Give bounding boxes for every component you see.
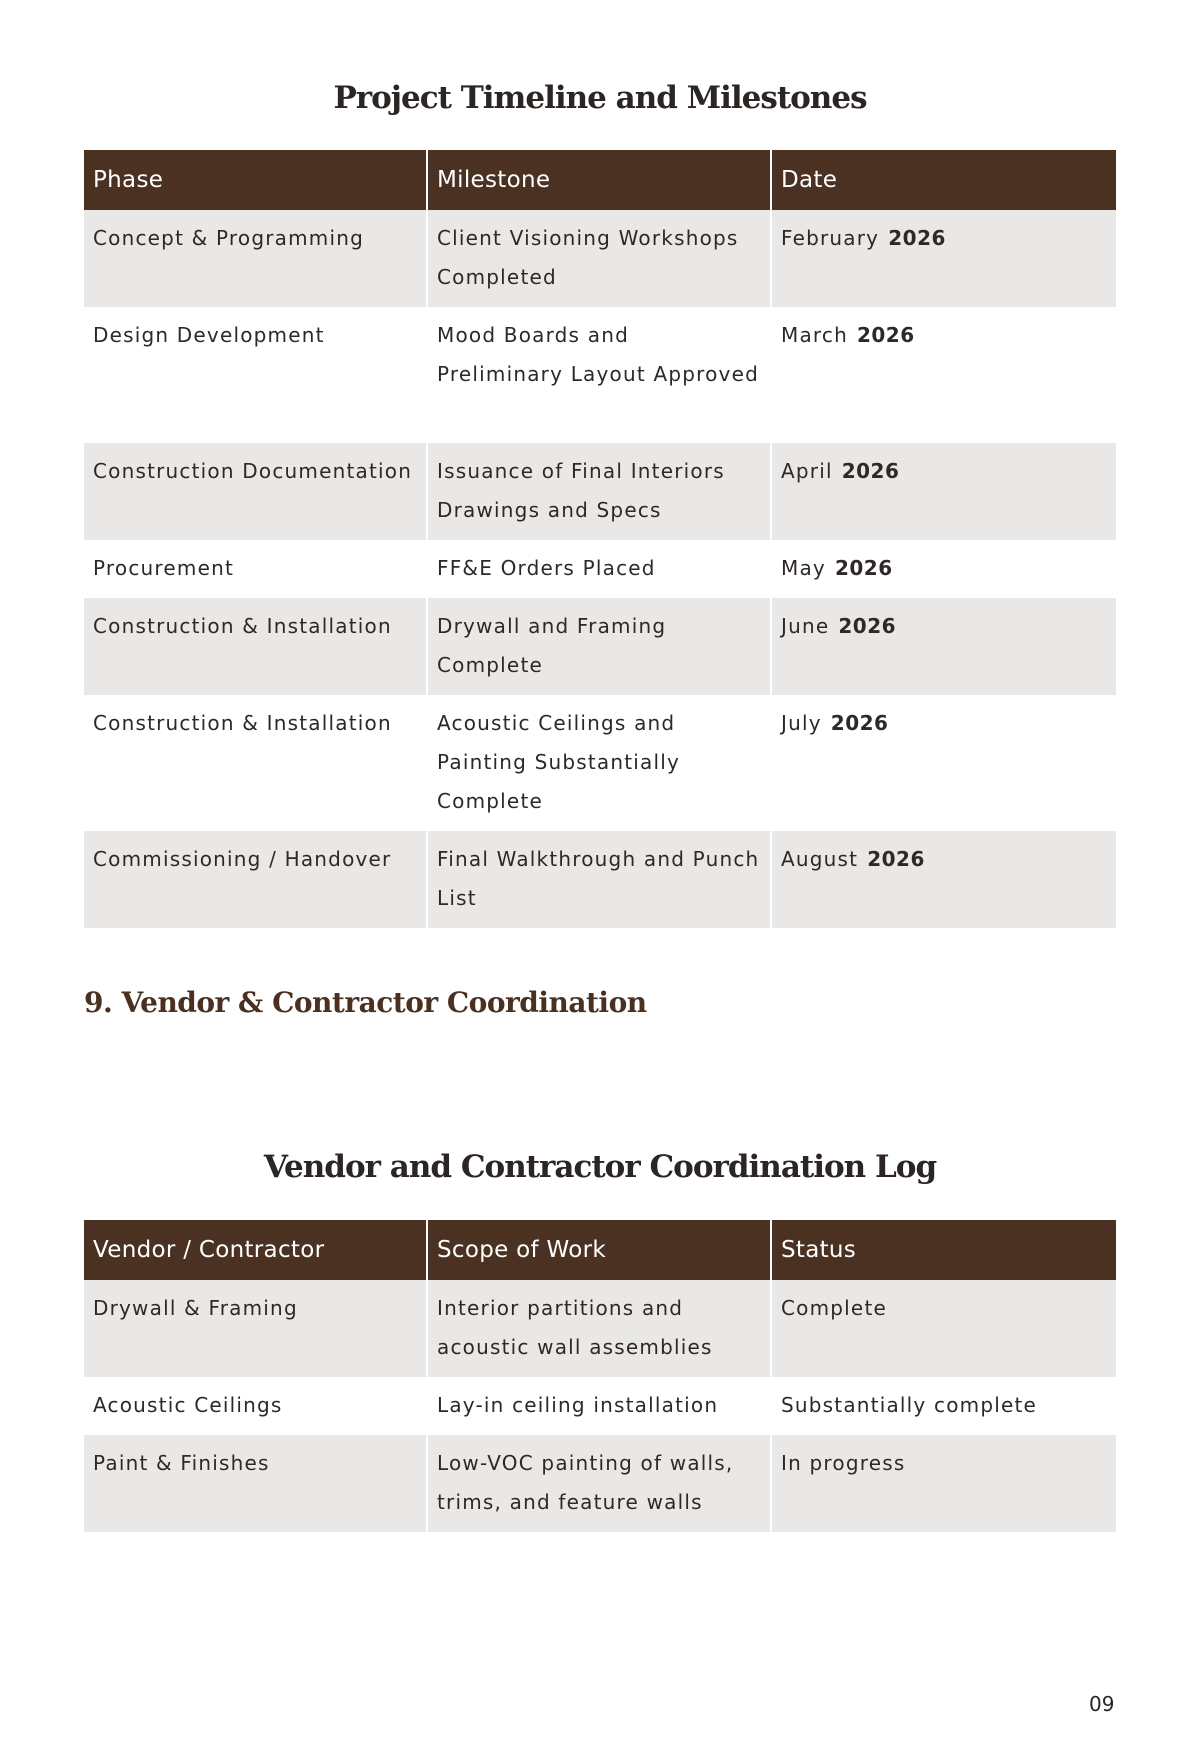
vendor-header-row xyxy=(84,1220,1116,1280)
date-month: July xyxy=(781,711,822,735)
table-row xyxy=(84,210,1116,307)
column-header-phase: Phase xyxy=(84,150,427,210)
table-row xyxy=(84,695,1116,831)
page-number: 09 xyxy=(1089,1692,1115,1716)
timeline-table xyxy=(84,150,1116,928)
status-cell: Substantially complete xyxy=(771,1377,1116,1435)
vendor-cell: Drywall & Framing xyxy=(84,1280,427,1377)
vendor-cell: Acoustic Ceilings xyxy=(93,1393,283,1417)
status-cell: Complete xyxy=(771,1280,1116,1377)
column-header-date: Date xyxy=(771,150,1116,210)
milestone-cell: Mood Boards and Preliminary Layout Approved xyxy=(427,307,771,443)
phase-cell: Construction & Installation xyxy=(84,598,427,695)
phase-cell: Design Development xyxy=(93,323,325,347)
column-header-status: Status xyxy=(771,1220,1116,1280)
vendor-table-title: Vendor and Contractor Coordination Log xyxy=(263,1149,937,1185)
table-row xyxy=(84,1280,1116,1377)
date-cell xyxy=(771,831,1116,928)
date-cell xyxy=(771,540,1116,598)
date-cell xyxy=(771,695,1116,831)
milestone-cell: Acoustic Ceilings and Painting Substantially Complete xyxy=(427,695,771,831)
date-year: 2026 xyxy=(838,614,897,638)
table-row xyxy=(84,598,1116,695)
date-year: 2026 xyxy=(841,459,900,483)
status-cell: In progress xyxy=(771,1435,1116,1532)
date-month: August xyxy=(781,847,859,871)
table-row xyxy=(84,307,1116,443)
date-year: 2026 xyxy=(888,226,946,250)
phase-cell: Commissioning / Handover xyxy=(84,831,427,928)
table-row xyxy=(84,540,1116,598)
section-heading: 9. Vendor & Contractor Coordination xyxy=(84,986,647,1019)
table-row xyxy=(84,831,1116,928)
date-cell xyxy=(771,598,1116,695)
table-row xyxy=(84,443,1116,540)
date-year: 2026 xyxy=(830,711,889,735)
column-header-scope: Scope of Work xyxy=(427,1220,771,1280)
vendor-table xyxy=(84,1220,1116,1532)
date-cell xyxy=(771,210,1116,307)
timeline-table-title: Project Timeline and Milestones xyxy=(333,80,867,116)
date-month: May xyxy=(781,556,826,580)
phase-cell: Construction & Installation xyxy=(93,711,392,735)
timeline-header-row xyxy=(84,150,1116,210)
date-cell xyxy=(771,443,1116,540)
phase-cell: Construction Documentation xyxy=(84,443,427,540)
milestone-cell: Final Walkthrough and Punch List xyxy=(427,831,771,928)
scope-cell: Lay-in ceiling installation xyxy=(427,1377,771,1435)
date-month: March xyxy=(781,323,848,347)
date-month: April xyxy=(781,459,833,483)
date-month: February xyxy=(781,226,880,250)
phase-cell: Concept & Programming xyxy=(84,210,427,307)
vendor-cell: Paint & Finishes xyxy=(84,1435,427,1532)
milestone-cell: Issuance of Final Interiors Drawings and Specs xyxy=(427,443,771,540)
milestone-cell: FF&E Orders Placed xyxy=(427,540,771,598)
scope-cell: Interior partitions and acoustic wall assemblies xyxy=(427,1280,771,1377)
column-header-milestone: Milestone xyxy=(427,150,771,210)
date-year: 2026 xyxy=(834,556,893,580)
milestone-cell: Client Visioning Workshops Completed xyxy=(427,210,771,307)
table-row xyxy=(84,1377,1116,1435)
phase-cell: Procurement xyxy=(93,556,234,580)
date-year: 2026 xyxy=(856,323,915,347)
scope-cell: Low-VOC painting of walls, trims, and feature walls xyxy=(427,1435,771,1532)
table-row xyxy=(84,1435,1116,1532)
date-month: June xyxy=(781,614,830,638)
date-year: 2026 xyxy=(867,847,925,871)
milestone-cell: Drywall and Framing Complete xyxy=(427,598,771,695)
column-header-vendor: Vendor / Contractor xyxy=(84,1220,427,1280)
date-cell xyxy=(771,307,1116,443)
